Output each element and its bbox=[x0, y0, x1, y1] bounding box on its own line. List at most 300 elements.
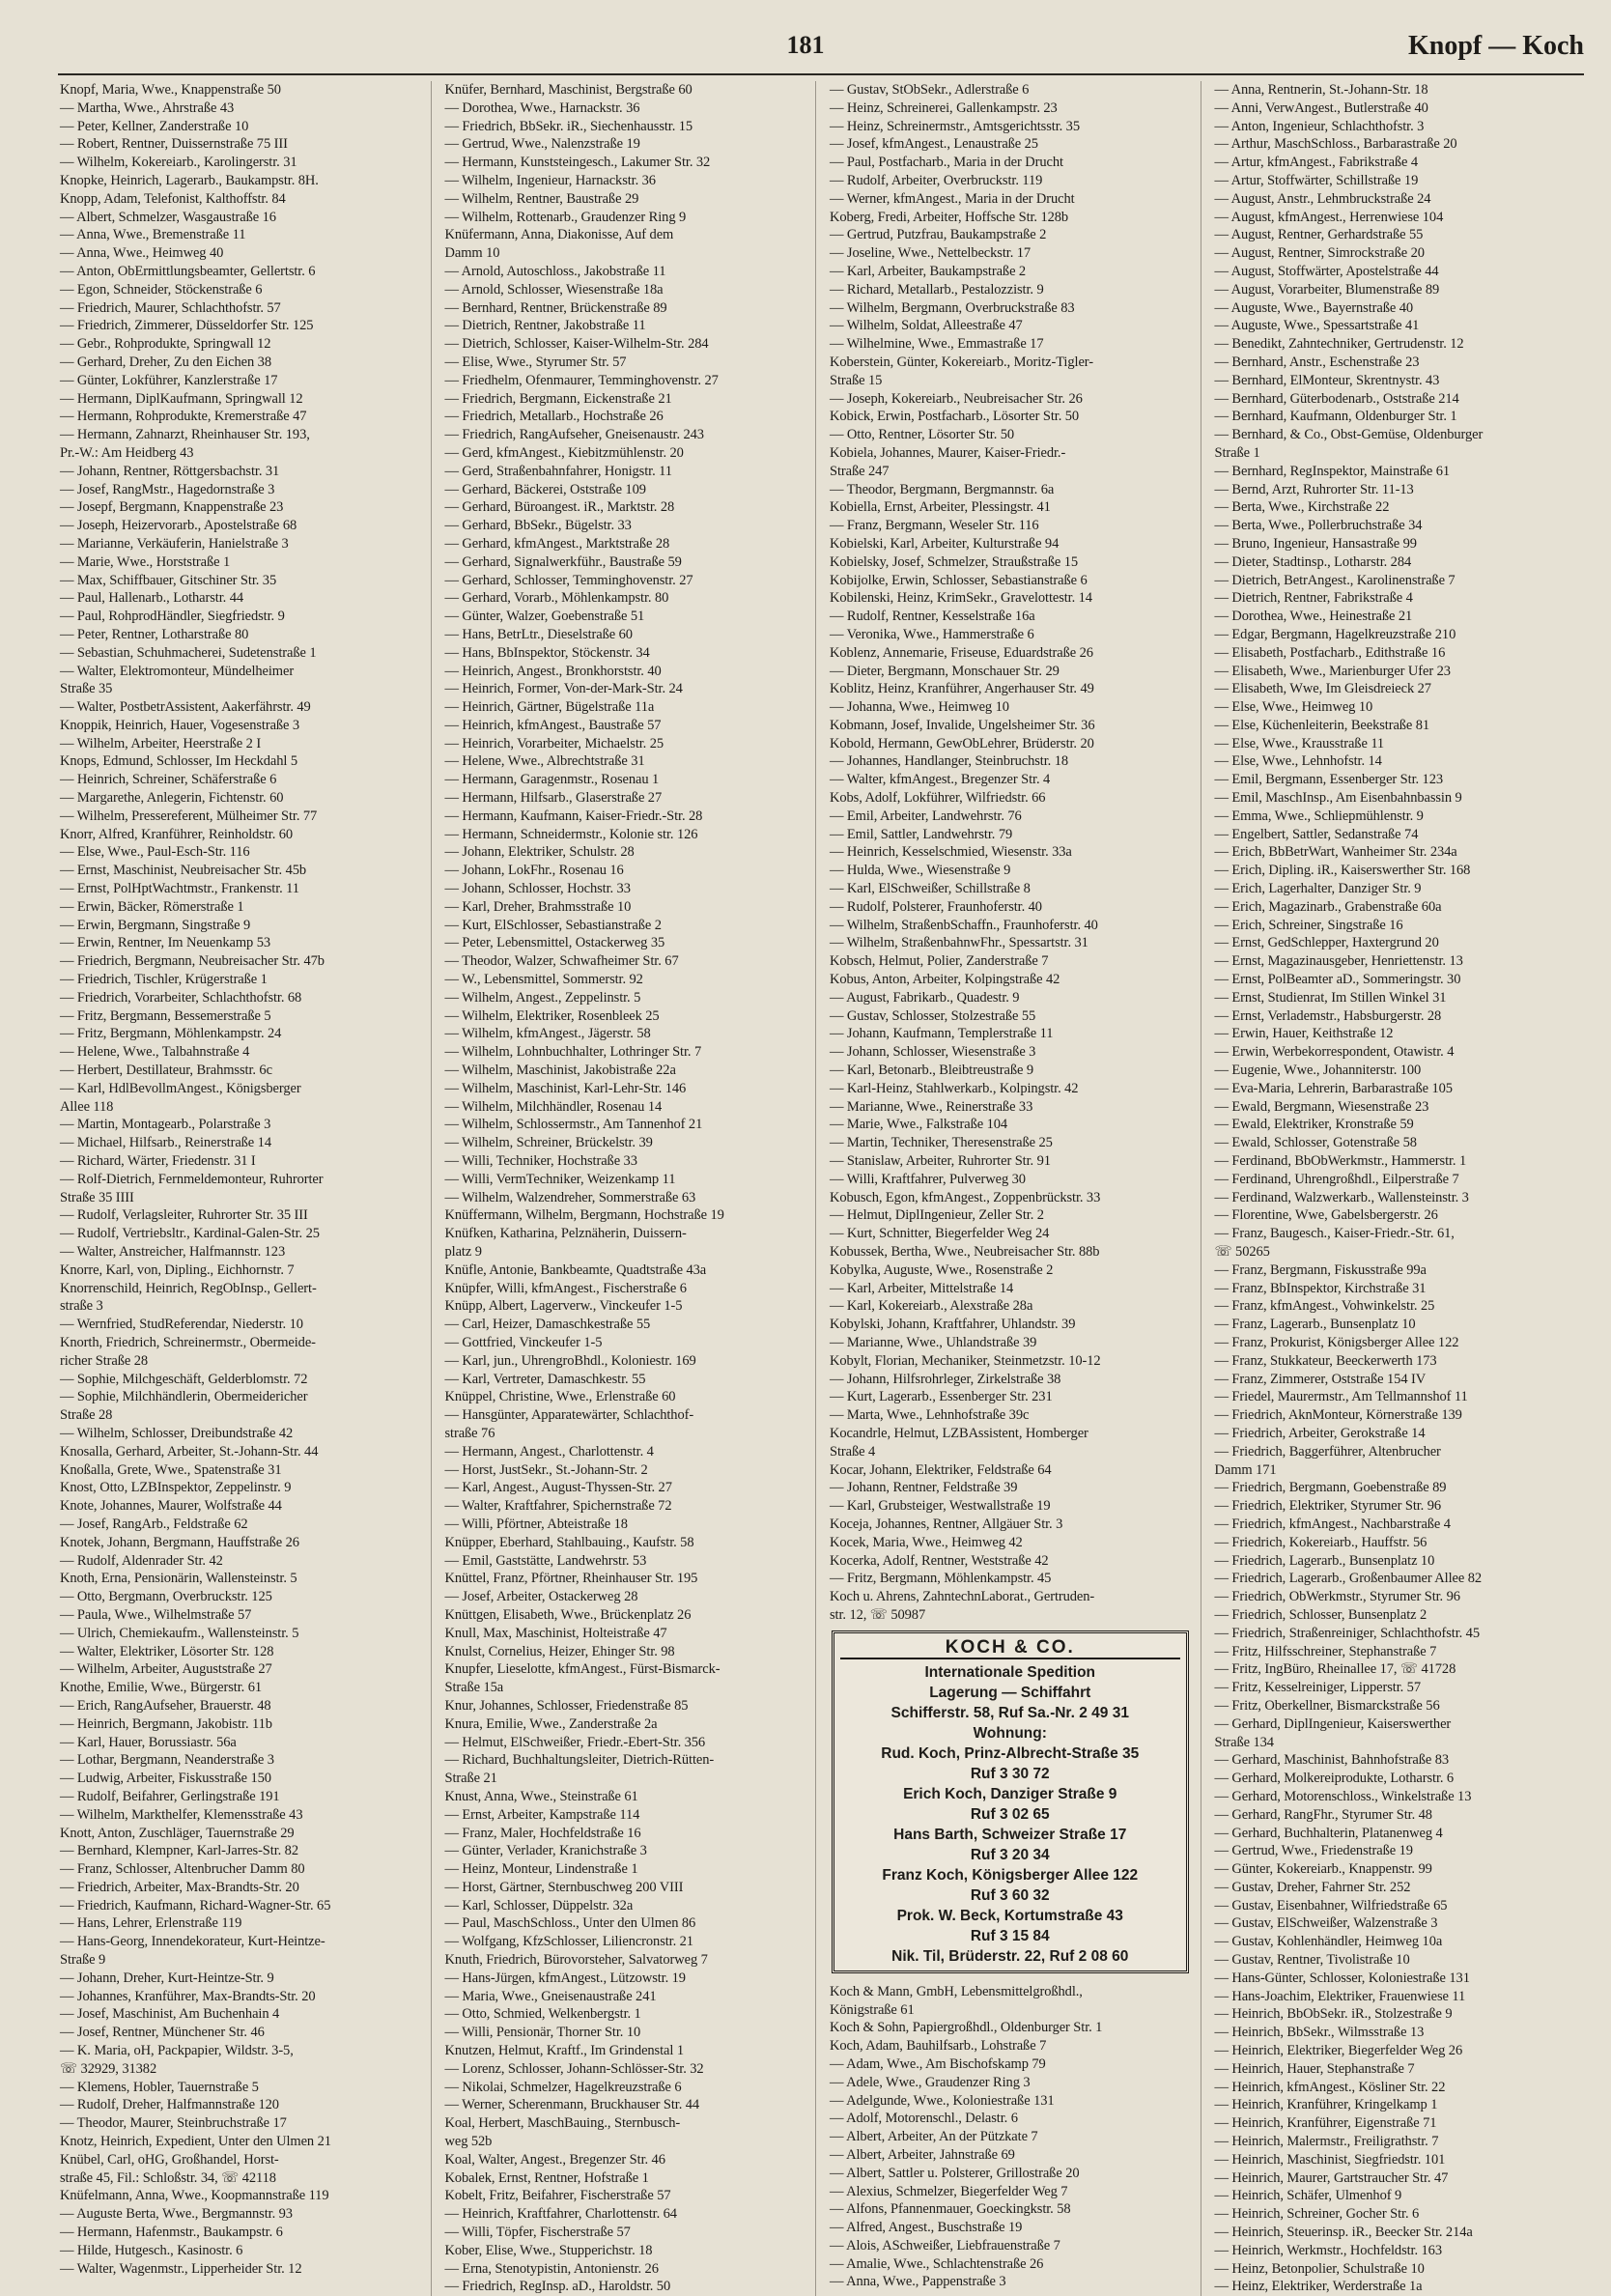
directory-entry: — Gustav, Rentner, Tivolistraße 10 bbox=[1214, 1952, 1410, 1969]
directory-entry: Knops, Edmund, Schlosser, Im Heckdahl 5 bbox=[60, 753, 298, 770]
directory-entry: — Johann, Schlosser, Wiesenstraße 3 bbox=[830, 1044, 1036, 1061]
directory-entry: — Ernst, Verlademstr., Habsburgerstr. 28 bbox=[1214, 1007, 1442, 1024]
directory-entry: — Hansgünter, Apparatewärter, Schlachthof- bbox=[444, 1407, 694, 1424]
directory-entry: — Friedrich, Arbeiter, Max-Brandts-Str. 20 bbox=[60, 1879, 299, 1895]
directory-entry: — Werner, Scherenmann, Bruckhauser Str. 44 bbox=[444, 2097, 700, 2113]
directory-entry: — Wilhelm, Schlossermstr., Am Tannenhof 21 bbox=[444, 1117, 703, 1133]
directory-entry: Koal, Herbert, MaschBauing., Sternbusch- bbox=[444, 2115, 681, 2132]
directory-entry: Knüpp, Albert, Lagerverw., Vinckeufer 1-5 bbox=[444, 1298, 683, 1315]
directory-entry: — Gerd, Straßenbahnfahrer, Honigstr. 11 bbox=[444, 463, 672, 479]
directory-entry: — Sebastian, Schuhmacherei, Sudetenstraße 1 bbox=[60, 644, 317, 661]
directory-entry: — Ewald, Bergmann, Wiesenstraße 23 bbox=[1214, 1098, 1429, 1115]
directory-entry: Straße 15 bbox=[830, 372, 883, 388]
directory-entry: — Eva-Maria, Lehrerin, Barbarastraße 105 bbox=[1214, 1080, 1453, 1096]
directory-entry: — Heinrich, Kesselschmied, Wiesenstr. 33a bbox=[830, 844, 1072, 861]
directory-entry: — Josef, kfmAngest., Lenaustraße 25 bbox=[830, 136, 1038, 153]
directory-entry: — Heinrich, kfmAngest., Kösliner Str. 22 bbox=[1214, 2079, 1446, 2095]
directory-entry: — Gertrud, Putzfrau, Baukampstraße 2 bbox=[830, 227, 1047, 243]
directory-entry: — Walter, Anstreicher, Halfmannstr. 123 bbox=[60, 1244, 286, 1260]
directory-entry: — Hermann, Schneidermstr., Kolonie str. 126 bbox=[444, 826, 698, 842]
directory-entry: — Heinrich, Bergmann, Jakobistr. 11b bbox=[60, 1715, 272, 1732]
directory-entry: — Gustav, Dreher, Fahrner Str. 252 bbox=[1214, 1879, 1411, 1895]
directory-entry: — Joseline, Wwe., Nettelbeckstr. 17 bbox=[830, 245, 1032, 262]
directory-entry: — Dietrich, BetrAngest., Karolinenstraße 7 bbox=[1214, 572, 1456, 588]
directory-entry: — Wilhelm, Pressereferent, Mülheimer Str. 77 bbox=[60, 808, 318, 824]
directory-entry: — Anna, Wwe., Pappenstraße 3 bbox=[830, 2274, 1006, 2290]
directory-entry: — Anna, Wwe., Bremenstraße 11 bbox=[60, 227, 246, 243]
directory-entry: — Wilhelm, Milchhändler, Rosenau 14 bbox=[444, 1098, 663, 1115]
directory-entry: — Franz, kfmAngest., Vohwinkelstr. 25 bbox=[1214, 1298, 1435, 1315]
directory-entry: — Heinrich, Schreiner, Gocher Str. 6 bbox=[1214, 2206, 1420, 2223]
running-head: Knopf — Koch bbox=[1407, 31, 1584, 61]
directory-entry: — Heinrich, Gärtner, Bügelstraße 11a bbox=[444, 699, 655, 716]
directory-entry: — Franz, Prokurist, Königsberger Allee 122 bbox=[1214, 1334, 1459, 1350]
directory-entry: — Hans, Lehrer, Erlenstraße 119 bbox=[60, 1915, 242, 1932]
page-number: 181 bbox=[786, 31, 825, 59]
directory-entry: — Friedrich, Lagerarb., Großenbaumer Allee 82 bbox=[1214, 1571, 1483, 1587]
directory-entry: — Ernst, PolHptWachtmstr., Frankenstr. 11 bbox=[60, 881, 299, 897]
directory-entry: — Gertrud, Wwe., Friedenstraße 19 bbox=[1214, 1843, 1413, 1859]
directory-entry: — Rudolf, Rentner, Kesselstraße 16a bbox=[830, 609, 1035, 625]
directory-entry: — August, kfmAngest., Herrenwiese 104 bbox=[1214, 209, 1444, 225]
directory-entry: Damm 10 bbox=[444, 245, 500, 262]
directory-entry: — Willi, Pförtner, Abteistraße 18 bbox=[444, 1516, 628, 1532]
directory-entry: — Ulrich, Chemiekaufm., Wallensteinstr. 5 bbox=[60, 1625, 299, 1641]
directory-entry: Straße 247 bbox=[830, 463, 890, 479]
directory-entry: — Fritz, Bergmann, Möhlenkampstr. 45 bbox=[830, 1571, 1052, 1587]
directory-entry: — Maria, Wwe., Gneisenaustraße 241 bbox=[444, 1988, 657, 2004]
directory-entry: Koch u. Ahrens, ZahntechnLaborat., Gertruden- bbox=[830, 1589, 1095, 1605]
directory-entry: — Heinrich, Malermstr., Freiligrathstr. 7 bbox=[1214, 2134, 1439, 2150]
directory-entry: — Hermann, Kunststeingesch., Lakumer Str. 32 bbox=[444, 155, 711, 171]
ad-line: Ruf 3 15 84 bbox=[970, 1927, 1050, 1944]
directory-entry: — Erich, Lagerhalter, Danziger Str. 9 bbox=[1214, 881, 1422, 897]
ad-line: Ruf 3 30 72 bbox=[970, 1765, 1050, 1782]
directory-entry: — Theodor, Maurer, Steinbruchstraße 17 bbox=[60, 2115, 287, 2132]
directory-entry: — Florentine, Wwe, Gabelsbergerstr. 26 bbox=[1214, 1207, 1438, 1224]
directory-entry: — Karl, Angest., August-Thyssen-Str. 27 bbox=[444, 1480, 672, 1496]
directory-entry: — Fritz, Bergmann, Bessemerstraße 5 bbox=[60, 1007, 271, 1024]
directory-entry: — Gerhard, Buchhalterin, Platanenweg 4 bbox=[1214, 1825, 1443, 1841]
directory-entry: — Sophie, Milchhändlerin, Obermeidericher bbox=[60, 1389, 308, 1405]
directory-entry: — Richard, Buchhaltungsleiter, Dietrich-Rütten- bbox=[444, 1752, 715, 1769]
directory-entry: straße 76 bbox=[444, 1425, 495, 1441]
directory-entry: — Johannes, Handlanger, Steinbruchstr. 18 bbox=[830, 753, 1069, 770]
directory-entry: Koal, Walter, Angest., Bregenzer Str. 46 bbox=[444, 2151, 665, 2168]
directory-entry: Knoßalla, Grete, Wwe., Spatenstraße 31 bbox=[60, 1461, 282, 1478]
directory-entry: — Ewald, Elektriker, Kronstraße 59 bbox=[1214, 1117, 1414, 1133]
directory-entry: Kocar, Johann, Elektriker, Feldstraße 64 bbox=[830, 1461, 1052, 1478]
directory-entry: — Else, Wwe., Heimweg 10 bbox=[1214, 699, 1373, 716]
directory-entry: Koch & Sohn, Papiergroßhdl., Oldenburger Str. 1 bbox=[830, 2020, 1103, 2036]
directory-entry: Straße 28 bbox=[60, 1407, 113, 1424]
directory-entry: — Marianne, Wwe., Reinerstraße 33 bbox=[830, 1098, 1033, 1115]
directory-entry: — K. Maria, oH, Packpapier, Wildstr. 3-5, bbox=[60, 2043, 294, 2059]
directory-entry: — Johann, Schlosser, Hochstr. 33 bbox=[444, 881, 631, 897]
directory-entry: — Anna, Rentnerin, St.-Johann-Str. 18 bbox=[1214, 82, 1428, 98]
directory-entry: Straße 4 bbox=[830, 1443, 876, 1460]
directory-entry: — Heinrich, Kranführer, Eigenstraße 71 bbox=[1214, 2115, 1437, 2132]
directory-entry: Kobelt, Fritz, Beifahrer, Fischerstraße 57 bbox=[444, 2188, 671, 2204]
directory-entry: Knoppik, Heinrich, Hauer, Vogesenstraße 3 bbox=[60, 717, 300, 733]
directory-entry: — Robert, Rentner, Duissernstraße 75 III bbox=[60, 136, 288, 153]
directory-entry: — Hans, BbInspektor, Stöckenstr. 34 bbox=[444, 644, 650, 661]
directory-entry: Kobijolke, Erwin, Schlosser, Sebastianstraße 6 bbox=[830, 572, 1088, 588]
directory-entry: Knüfermann, Anna, Diakonisse, Auf dem bbox=[444, 227, 674, 243]
directory-entry: Knüffermann, Wilhelm, Bergmann, Hochstraße 19 bbox=[444, 1207, 724, 1224]
directory-entry: Koberg, Fredi, Arbeiter, Hoffsche Str. 128b bbox=[830, 209, 1069, 225]
directory-entry: — Josef, Rentner, Münchener Str. 46 bbox=[60, 2025, 265, 2041]
directory-entry: — Karl, Arbeiter, Baukampstraße 2 bbox=[830, 263, 1027, 279]
directory-entry: Knotek, Johann, Bergmann, Hauffstraße 26 bbox=[60, 1534, 299, 1550]
directory-entry: Pr.-W.: Am Heidberg 43 bbox=[60, 444, 194, 461]
ad-line: Erich Koch, Danziger Straße 9 bbox=[903, 1785, 1117, 1802]
directory-entry: — Josepf, Bergmann, Knappenstraße 23 bbox=[60, 499, 284, 516]
directory-entry: — Adam, Wwe., Am Bischofskamp 79 bbox=[830, 2055, 1046, 2072]
directory-entry: — Adolf, Motorenschl., Delastr. 6 bbox=[830, 2111, 1018, 2127]
directory-entry: — Hans-Günter, Schlosser, Koloniestraße 131 bbox=[1214, 1970, 1470, 1986]
directory-entry: — Rudolf, Verlagsleiter, Ruhrorter Str. 35 III bbox=[60, 1207, 308, 1224]
directory-entry: — Ernst, Maschinist, Neubreisacher Str. 45b bbox=[60, 863, 307, 879]
directory-entry: — Friedrich, AknMonteur, Körnerstraße 139 bbox=[1214, 1407, 1462, 1424]
directory-entry: — Herbert, Destillateur, Brahmsstr. 6c bbox=[60, 1063, 272, 1079]
directory-entry: — Karl, Arbeiter, Mittelstraße 14 bbox=[830, 1280, 1014, 1296]
directory-entry: Straße 35 bbox=[60, 681, 113, 697]
column-2 bbox=[445, 81, 817, 2296]
directory-entry: — Wilhelm, Elektriker, Rosenbleek 25 bbox=[444, 1007, 660, 1024]
directory-entry: — Günter, Lokführer, Kanzlerstraße 17 bbox=[60, 372, 278, 388]
directory-entry: — Dieter, Bergmann, Monschauer Str. 29 bbox=[830, 663, 1060, 679]
directory-entry: — Heinrich, Kranführer, Kringelkamp 1 bbox=[1214, 2097, 1438, 2113]
directory-entry: Knüfer, Bernhard, Maschinist, Bergstraße 60 bbox=[444, 82, 692, 98]
directory-entry: — Paul, MaschSchloss., Unter den Ulmen 86 bbox=[444, 1915, 696, 1932]
directory-entry: — Rudolf, Aldenrader Str. 42 bbox=[60, 1552, 223, 1569]
directory-entry: Kocandrle, Helmut, LZBAssistent, Homberger bbox=[830, 1425, 1088, 1441]
directory-entry: — Günter, Walzer, Goebenstraße 51 bbox=[444, 609, 645, 625]
directory-entry: — Walter, Elektromonteur, Mündelheimer bbox=[60, 663, 295, 679]
directory-entry: — Friedel, Maurermstr., Am Tellmannshof 11 bbox=[1214, 1389, 1468, 1405]
directory-entry: — Wilhelm, StraßenbahnwFhr., Spessartstr. 31 bbox=[830, 935, 1088, 951]
directory-entry: — Friedrich, Kokereiarb., Hauffstr. 56 bbox=[1214, 1534, 1427, 1550]
directory-entry: — Veronika, Wwe., Hammerstraße 6 bbox=[830, 626, 1034, 642]
directory-entry: — Emil, Gaststätte, Landwehrstr. 53 bbox=[444, 1552, 647, 1569]
directory-entry: Knull, Max, Maschinist, Holteistraße 47 bbox=[444, 1625, 667, 1641]
directory-entry: — Gerhard, Signalwerkführ., Baustraße 59 bbox=[444, 553, 682, 570]
directory-entry: — Gerhard, Motorenschloss., Winkelstraße 13 bbox=[1214, 1788, 1472, 1804]
directory-entry: — Willi, Töpfer, Fischerstraße 57 bbox=[444, 2225, 631, 2241]
directory-entry: — Karl, ElSchweißer, Schillstraße 8 bbox=[830, 881, 1031, 897]
ad-line: Prok. W. Beck, Kortumstraße 43 bbox=[896, 1907, 1123, 1924]
directory-entry: — Erich, BbBetrWart, Wanheimer Str. 234a bbox=[1214, 844, 1457, 861]
directory-entry: — Karl, Grubsteiger, Westwallstraße 19 bbox=[830, 1498, 1051, 1515]
directory-entry: — August, Fabrikarb., Quadestr. 9 bbox=[830, 989, 1020, 1006]
directory-entry: — Rolf-Dietrich, Fernmeldemonteur, Ruhrorter bbox=[60, 1171, 324, 1187]
directory-entry: — Rudolf, Polsterer, Fraunhoferstr. 40 bbox=[830, 898, 1042, 915]
directory-entry: — Dieter, Stadtinsp., Lotharstr. 284 bbox=[1214, 553, 1412, 570]
directory-entry: — Heinrich, Schreiner, Schäferstraße 6 bbox=[60, 772, 277, 788]
directory-entry: — Erwin, Hauer, Keithstraße 12 bbox=[1214, 1026, 1394, 1042]
directory-entry: — Wilhelm, Schlosser, Dreibundstraße 42 bbox=[60, 1425, 294, 1441]
directory-entry: — Gustav, Schlosser, Stolzestraße 55 bbox=[830, 1007, 1036, 1024]
directory-entry: — Gerhard, Dreher, Zu den Eichen 38 bbox=[60, 354, 271, 370]
directory-entry: — Johann, Dreher, Kurt-Heintze-Str. 9 bbox=[60, 1970, 274, 1986]
ad-line: Rud. Koch, Prinz-Albrecht-Straße 35 bbox=[881, 1744, 1140, 1762]
directory-entry: — Max, Schiffbauer, Gitschiner Str. 35 bbox=[60, 572, 277, 588]
directory-entry: — Michael, Hilfsarb., Reinerstraße 14 bbox=[60, 1135, 271, 1151]
directory-entry: — Wilhelm, Angest., Zeppelinstr. 5 bbox=[444, 989, 641, 1006]
directory-entry: — August, Vorarbeiter, Blumenstraße 89 bbox=[1214, 281, 1440, 298]
directory-entry: Kobylt, Florian, Mechaniker, Steinmetzstr. 10-12 bbox=[830, 1352, 1101, 1369]
directory-entry: — Klemens, Hobler, Tauernstraße 5 bbox=[60, 2079, 259, 2095]
directory-entry: Koch & Mann, GmbH, Lebensmittelgroßhdl., bbox=[830, 1983, 1083, 1999]
directory-entry: Knott, Anton, Zuschläger, Tauernstraße 29 bbox=[60, 1825, 295, 1841]
directory-entry: Knopp, Adam, Telefonist, Kalthoffstr. 84 bbox=[60, 190, 286, 207]
directory-entry: Koch, Adam, Bauhilfsarb., Lohstraße 7 bbox=[830, 2038, 1047, 2055]
directory-entry: — Karl, Hauer, Borussiastr. 56a bbox=[60, 1734, 237, 1750]
directory-entry: Knüttgen, Elisabeth, Wwe., Brückenplatz 26 bbox=[444, 1606, 692, 1623]
directory-entry: — Anna, Wwe., Heimweg 40 bbox=[60, 245, 224, 262]
directory-entry: — Karl, HdlBevollmAngest., Königsberger bbox=[60, 1080, 301, 1096]
directory-entry: — Hans-Joachim, Elektriker, Frauenwiese 11 bbox=[1214, 1988, 1466, 2004]
directory-entry: Kober, Elise, Wwe., Stupperichstr. 18 bbox=[444, 2242, 653, 2258]
directory-entry: — Friedrich, RegInsp. aD., Haroldstr. 50 bbox=[444, 2279, 671, 2295]
directory-entry: — Bernhard, Rentner, Brückenstraße 89 bbox=[444, 299, 667, 316]
directory-entry: Knuth, Friedrich, Bürovorsteher, Salvatorweg 7 bbox=[444, 1952, 708, 1969]
ad-line: Wohnung: bbox=[973, 1724, 1047, 1742]
directory-entry: — Heinrich, Vorarbeiter, Michaelstr. 25 bbox=[444, 735, 664, 751]
directory-entry: — Auguste, Wwe., Spessartstraße 41 bbox=[1214, 318, 1420, 334]
directory-entry: — Willi, Techniker, Hochstraße 33 bbox=[444, 1153, 637, 1170]
directory-entry: — Johann, LokFhr., Rosenau 16 bbox=[444, 863, 624, 879]
directory-entry: — Paul, Postfacharb., Maria in der Drucht bbox=[830, 155, 1063, 171]
directory-entry: — Peter, Kellner, Zanderstraße 10 bbox=[60, 118, 249, 134]
directory-entry: — Gerhard, Büroangest. iR., Marktstr. 28 bbox=[444, 499, 675, 516]
directory-entry: — Alexius, Schmelzer, Biegerfelder Weg 7 bbox=[830, 2183, 1068, 2199]
directory-entry: — Willi, Kraftfahrer, Pulverweg 30 bbox=[830, 1171, 1026, 1187]
directory-entry: — Gerhard, Schlosser, Temminghovenstr. 27 bbox=[444, 572, 693, 588]
directory-entry: — Emil, Sattler, Landwehrstr. 79 bbox=[830, 826, 1013, 842]
directory-entry: — Franz, Bergmann, Fiskusstraße 99a bbox=[1214, 1261, 1427, 1278]
directory-entry: — Artur, kfmAngest., Fabrikstraße 4 bbox=[1214, 155, 1419, 171]
directory-entry: Kobick, Erwin, Postfacharb., Lösorter Str. 50 bbox=[830, 409, 1080, 425]
directory-entry: — Marianne, Verkäuferin, Hanielstraße 3 bbox=[60, 535, 289, 552]
ad-line: Ruf 3 60 32 bbox=[970, 1886, 1050, 1904]
directory-entry: — Heinrich, Schäfer, Ulmenhof 9 bbox=[1214, 2188, 1402, 2204]
directory-entry: — Gustav, ElSchweißer, Walzenstraße 3 bbox=[1214, 1915, 1438, 1932]
directory-entry: Knüfelmann, Anna, Wwe., Koopmannstraße 119 bbox=[60, 2188, 329, 2204]
directory-entry: straße 45, Fil.: Schloßstr. 34, ☏ 42118 bbox=[60, 2169, 276, 2186]
directory-entry: — Edgar, Bergmann, Hagelkreuzstraße 210 bbox=[1214, 626, 1456, 642]
directory-entry: — Dorothea, Wwe., Harnackstr. 36 bbox=[444, 99, 640, 116]
ad-line: KOCH & CO. bbox=[840, 1637, 1180, 1659]
directory-entry: — Erich, Magazinarb., Grabenstraße 60a bbox=[1214, 898, 1442, 915]
directory-entry: — Johann, Kaufmann, Templerstraße 11 bbox=[830, 1026, 1054, 1042]
directory-entry: — Elisabeth, Wwe, Im Gleisdreieck 27 bbox=[1214, 681, 1431, 697]
directory-entry: — Erich, Dipling. iR., Kaiserswerther Str. 168 bbox=[1214, 863, 1471, 879]
directory-entry: — Alfons, Pfannenmauer, Goeckingkstr. 58 bbox=[830, 2201, 1071, 2218]
directory-entry: Knutzen, Helmut, Kraftf., Im Grindenstal 1 bbox=[444, 2043, 684, 2059]
directory-entry: Kobmann, Josef, Invalide, Ungelsheimer Str. 36 bbox=[830, 717, 1095, 733]
directory-entry: — Heinrich, Former, Von-der-Mark-Str. 24 bbox=[444, 681, 683, 697]
directory-entry: — Friedrich, BbSekr. iR., Siechenhausstr. 15 bbox=[444, 118, 693, 134]
directory-entry: — Emil, Arbeiter, Landwehrstr. 76 bbox=[830, 808, 1022, 824]
directory-entry: — Heinrich, Maschinist, Siegfriedstr. 101 bbox=[1214, 2151, 1446, 2168]
directory-entry: — Hermann, Angest., Charlottenstr. 4 bbox=[444, 1443, 654, 1460]
directory-entry: — Dietrich, Rentner, Jakobstraße 11 bbox=[444, 318, 646, 334]
directory-entry: — Friedrich, Bergmann, Eickenstraße 21 bbox=[444, 390, 672, 407]
directory-entry: — Karl, Schlosser, Düppelstr. 32a bbox=[444, 1897, 634, 1913]
directory-entry: — Wilhelm, Arbeiter, Auguststraße 27 bbox=[60, 1661, 272, 1678]
directory-entry: — Arthur, MaschSchloss., Barbarastraße 20 bbox=[1214, 136, 1457, 153]
directory-entry: — Friedrich, RangAufseher, Gneisenaustr. 243 bbox=[444, 427, 704, 443]
directory-entry: — Arnold, Autoschloss., Jakobstraße 11 bbox=[444, 263, 666, 279]
directory-entry: — August, Rentner, Gerhardstraße 55 bbox=[1214, 227, 1424, 243]
directory-entry: — Wernfried, StudReferendar, Niederstr. 10 bbox=[60, 1317, 303, 1333]
directory-entry: — Lorenz, Schlosser, Johann-Schlösser-Str. 32 bbox=[444, 2060, 704, 2077]
directory-entry: — Hans-Georg, Innendekorateur, Kurt-Heintze- bbox=[60, 1934, 325, 1950]
directory-entry: — Friedrich, Straßenreiniger, Schlachthofstr. 45 bbox=[1214, 1625, 1480, 1641]
directory-entry: — Karl, Kokereiarb., Alexstraße 28a bbox=[830, 1298, 1033, 1315]
directory-entry: — Anton, ObErmittlungsbeamter, Gellertstr. 6 bbox=[60, 263, 316, 279]
directory-entry: Koblitz, Heinz, Kranführer, Angerhauser Str. 49 bbox=[830, 681, 1094, 697]
directory-entry: — Paula, Wwe., Wilhelmstraße 57 bbox=[60, 1606, 252, 1623]
directory-entry: Kobussek, Bertha, Wwe., Neubreisacher Str. 88b bbox=[830, 1244, 1100, 1260]
directory-entry: — Hermann, Zahnarzt, Rheinhauser Str. 193, bbox=[60, 427, 310, 443]
directory-entry: — Wilhelm, Arbeiter, Heerstraße 2 I bbox=[60, 735, 262, 751]
directory-entry: — Josef, RangArb., Feldstraße 62 bbox=[60, 1516, 248, 1532]
directory-entry: Kobalek, Ernst, Rentner, Hofstraße 1 bbox=[444, 2169, 649, 2186]
directory-entry: Kocek, Maria, Wwe., Heimweg 42 bbox=[830, 1534, 1023, 1550]
directory-entry: — Günter, Verlader, Kranichstraße 3 bbox=[444, 1843, 647, 1859]
directory-entry: — Wilhelm, StraßenbSchaffn., Fraunhoferstr. 40 bbox=[830, 917, 1098, 933]
directory-entry: — Berta, Wwe., Kirchstraße 22 bbox=[1214, 499, 1390, 516]
directory-entry: — Bernhard, Klempner, Karl-Jarres-Str. 82 bbox=[60, 1843, 298, 1859]
directory-entry: — Theodor, Walzer, Schwafheimer Str. 67 bbox=[444, 953, 679, 970]
directory-entry: — Heinrich, Steuerinsp. iR., Beecker Str. 214a bbox=[1214, 2225, 1473, 2241]
directory-entry: — Emma, Wwe., Schliepmühlenstr. 9 bbox=[1214, 808, 1424, 824]
directory-entry: — Wilhelm, Soldat, Alleestraße 47 bbox=[830, 318, 1023, 334]
directory-entry: — Hermann, Hafenmstr., Baukampstr. 6 bbox=[60, 2225, 283, 2241]
directory-entry: Knüfle, Antonie, Bankbeamte, Quadtstraße 43a bbox=[444, 1261, 707, 1278]
directory-entry: Knosalla, Gerhard, Arbeiter, St.-Johann-Str. 44 bbox=[60, 1443, 319, 1460]
directory-entry: — Franz, Maler, Hochfeldstraße 16 bbox=[444, 1825, 641, 1841]
directory-entry: Knoth, Erna, Pensionärin, Wallensteinstr. 5 bbox=[60, 1571, 297, 1587]
directory-entry: — Franz, BbInspektor, Kirchstraße 31 bbox=[1214, 1280, 1427, 1296]
directory-entry: weg 52b bbox=[444, 2134, 493, 2150]
directory-entry: — Friedrich, Baggerführer, Altenbrucher bbox=[1214, 1443, 1441, 1460]
directory-entry: — Marianne, Wwe., Uhlandstraße 39 bbox=[830, 1334, 1037, 1350]
directory-entry: — Richard, Wärter, Friedenstr. 31 I bbox=[60, 1153, 256, 1170]
directory-entry: — Artur, Stoffwärter, Schillstraße 19 bbox=[1214, 172, 1419, 188]
directory-entry: — Friedrich, kfmAngest., Nachbarstraße 4 bbox=[1214, 1516, 1451, 1532]
directory-entry: — Heinrich, Elektriker, Biegerfelder Weg 26 bbox=[1214, 2043, 1463, 2059]
directory-entry: — Erna, Stenotypistin, Antonienstr. 26 bbox=[444, 2260, 659, 2277]
directory-entry: — Rudolf, Arbeiter, Overbruckstr. 119 bbox=[830, 172, 1043, 188]
directory-entry: — Johann, Rentner, Feldstraße 39 bbox=[830, 1480, 1018, 1496]
directory-entry: Kobilenski, Heinz, KrimSekr., Gravelottestr. 14 bbox=[830, 590, 1092, 607]
directory-entry: Straße 134 bbox=[1214, 1734, 1274, 1750]
directory-entry: ☏ 50265 bbox=[1214, 1244, 1270, 1260]
directory-entry: — Auguste Berta, Wwe., Bergmannstr. 93 bbox=[60, 2206, 293, 2223]
directory-entry: — Karl-Heinz, Stahlwerkarb., Kolpingstr. 42 bbox=[830, 1080, 1079, 1096]
directory-entry: — Amalie, Wwe., Schlachtenstraße 26 bbox=[830, 2255, 1044, 2272]
directory-entry: — Franz, Schlosser, Altenbrucher Damm 80 bbox=[60, 1861, 305, 1878]
directory-entry: — Heinrich, Kraftfahrer, Charlottenstr. 64 bbox=[444, 2206, 677, 2223]
directory-entry: — Else, Küchenleiterin, Beekstraße 81 bbox=[1214, 717, 1430, 733]
directory-entry: Allee 118 bbox=[60, 1098, 114, 1115]
directory-entry: — Martin, Techniker, Theresenstraße 25 bbox=[830, 1135, 1053, 1151]
directory-entry: — Wilhelmine, Wwe., Emmastraße 17 bbox=[830, 336, 1044, 353]
directory-entry: — Carl, Heizer, Damaschkestraße 55 bbox=[444, 1317, 651, 1333]
directory-entry: — Marta, Wwe., Lehnhofstraße 39c bbox=[830, 1407, 1030, 1424]
directory-entry: — Franz, Lagerarb., Bunsenplatz 10 bbox=[1214, 1317, 1416, 1333]
column-4 bbox=[1215, 81, 1587, 2296]
directory-entry: — Werner, kfmAngest., Maria in der Drucht bbox=[830, 190, 1075, 207]
directory-entry: — Arnold, Schlosser, Wiesenstraße 18a bbox=[444, 281, 664, 298]
directory-entry: — Kurt, Schnitter, Biegerfelder Weg 24 bbox=[830, 1226, 1050, 1242]
directory-entry: — Wilhelm, Ingenieur, Harnackstr. 36 bbox=[444, 172, 656, 188]
directory-entry: — Franz, Stukkateur, Beeckerwerth 173 bbox=[1214, 1352, 1437, 1369]
directory-entry: — Josef, RangMstr., Hagedornstraße 3 bbox=[60, 481, 275, 497]
directory-entry: — W., Lebensmittel, Sommerstr. 92 bbox=[444, 972, 643, 988]
directory-entry: — Heinrich, Hauer, Stephanstraße 7 bbox=[1214, 2060, 1415, 2077]
directory-entry: — Heinz, Elektriker, Werderstraße 1a bbox=[1214, 2279, 1423, 2295]
directory-entry: Knopf, Maria, Wwe., Knappenstraße 50 bbox=[60, 82, 281, 98]
directory-entry: — Erwin, Bäcker, Römerstraße 1 bbox=[60, 898, 244, 915]
directory-entry: — Dorothea, Wwe., Heinestraße 21 bbox=[1214, 609, 1413, 625]
directory-entry: — Willi, VermTechniker, Weizenkamp 11 bbox=[444, 1171, 676, 1187]
directory-entry: — Heinrich, Werkmstr., Hochfeldstr. 163 bbox=[1214, 2242, 1442, 2258]
directory-entry: — August, Anstr., Lehmbruckstraße 24 bbox=[1214, 190, 1431, 207]
directory-entry: Knübel, Carl, oHG, Großhandel, Horst- bbox=[60, 2151, 279, 2168]
directory-entry: — Ferdinand, Uhrengroßhdl., Eilperstraße 7 bbox=[1214, 1171, 1459, 1187]
directory-entry: Kobylski, Johann, Kraftfahrer, Uhlandstr. 39 bbox=[830, 1317, 1076, 1333]
directory-entry: — Gerhard, Bäckerei, Oststraße 109 bbox=[444, 481, 646, 497]
directory-entry: — Bernhard, & Co., Obst-Gemüse, Oldenburger bbox=[1214, 427, 1484, 443]
directory-entry: — Peter, Rentner, Lotharstraße 80 bbox=[60, 626, 249, 642]
directory-entry: Knothe, Emilie, Wwe., Bürgerstr. 61 bbox=[60, 1680, 263, 1696]
directory-entry: — Gerhard, Vorarb., Möhlenkampstr. 80 bbox=[444, 590, 669, 607]
directory-entry: — Hulda, Wwe., Wiesenstraße 9 bbox=[830, 863, 1011, 879]
directory-entry: Kobiela, Johannes, Maurer, Kaiser-Friedr.- bbox=[830, 444, 1066, 461]
directory-entry: Knüppel, Christine, Wwe., Erlenstraße 60 bbox=[444, 1389, 676, 1405]
directory-entry: — Else, Wwe., Krausstraße 11 bbox=[1214, 735, 1385, 751]
directory-entry: — Wilhelm, Maschinist, Karl-Lehr-Str. 146 bbox=[444, 1080, 687, 1096]
directory-entry: Knulst, Cornelius, Heizer, Ehinger Str. 98 bbox=[444, 1643, 675, 1659]
directory-entry: — Martha, Wwe., Ahrstraße 43 bbox=[60, 99, 235, 116]
directory-entry: Knopke, Heinrich, Lagerarb., Baukampstr. 8H. bbox=[60, 172, 319, 188]
directory-entry: — Ferdinand, Walzwerkarb., Wallensteinstr. 3 bbox=[1214, 1189, 1469, 1205]
ad-line: Lagerung — Schiffahrt bbox=[929, 1684, 1091, 1701]
ad-line: Ruf 3 02 65 bbox=[970, 1805, 1050, 1823]
directory-entry: — Nikolai, Schmelzer, Hagelkreuzstraße 6 bbox=[444, 2079, 682, 2095]
directory-entry: — Ernst, Arbeiter, Kampstraße 114 bbox=[444, 1806, 640, 1823]
directory-entry: — Gustav, Kohlenhändler, Heimweg 10a bbox=[1214, 1934, 1443, 1950]
directory-entry: — Walter, Elektriker, Lösorter Str. 128 bbox=[60, 1643, 274, 1659]
directory-entry: — Walter, PostbetrAssistent, Aakerfährstr. 49 bbox=[60, 699, 311, 716]
directory-entry: Knorre, Karl, von, Dipling., Eichhornstr. 7 bbox=[60, 1261, 295, 1278]
directory-entry: — Hans, BetrLtr., Dieselstraße 60 bbox=[444, 626, 633, 642]
directory-entry: Kobsch, Helmut, Polier, Zanderstraße 7 bbox=[830, 953, 1049, 970]
directory-entry: — Bernhard, Anstr., Eschenstraße 23 bbox=[1214, 354, 1420, 370]
directory-entry: — Johanna, Wwe., Heimweg 10 bbox=[830, 699, 1009, 716]
directory-entry: Kobold, Hermann, GewObLehrer, Brüderstr. 20 bbox=[830, 735, 1094, 751]
directory-entry: — Else, Wwe., Paul-Esch-Str. 116 bbox=[60, 844, 250, 861]
directory-entry: — Walter, Kraftfahrer, Spichernstraße 72 bbox=[444, 1498, 672, 1515]
directory-entry: — Martin, Montagearb., Polarstraße 3 bbox=[60, 1117, 271, 1133]
directory-entry: Knotz, Heinrich, Expedient, Unter den Ulmen 21 bbox=[60, 2134, 331, 2150]
directory-entry: — Marie, Wwe., Horststraße 1 bbox=[60, 553, 231, 570]
